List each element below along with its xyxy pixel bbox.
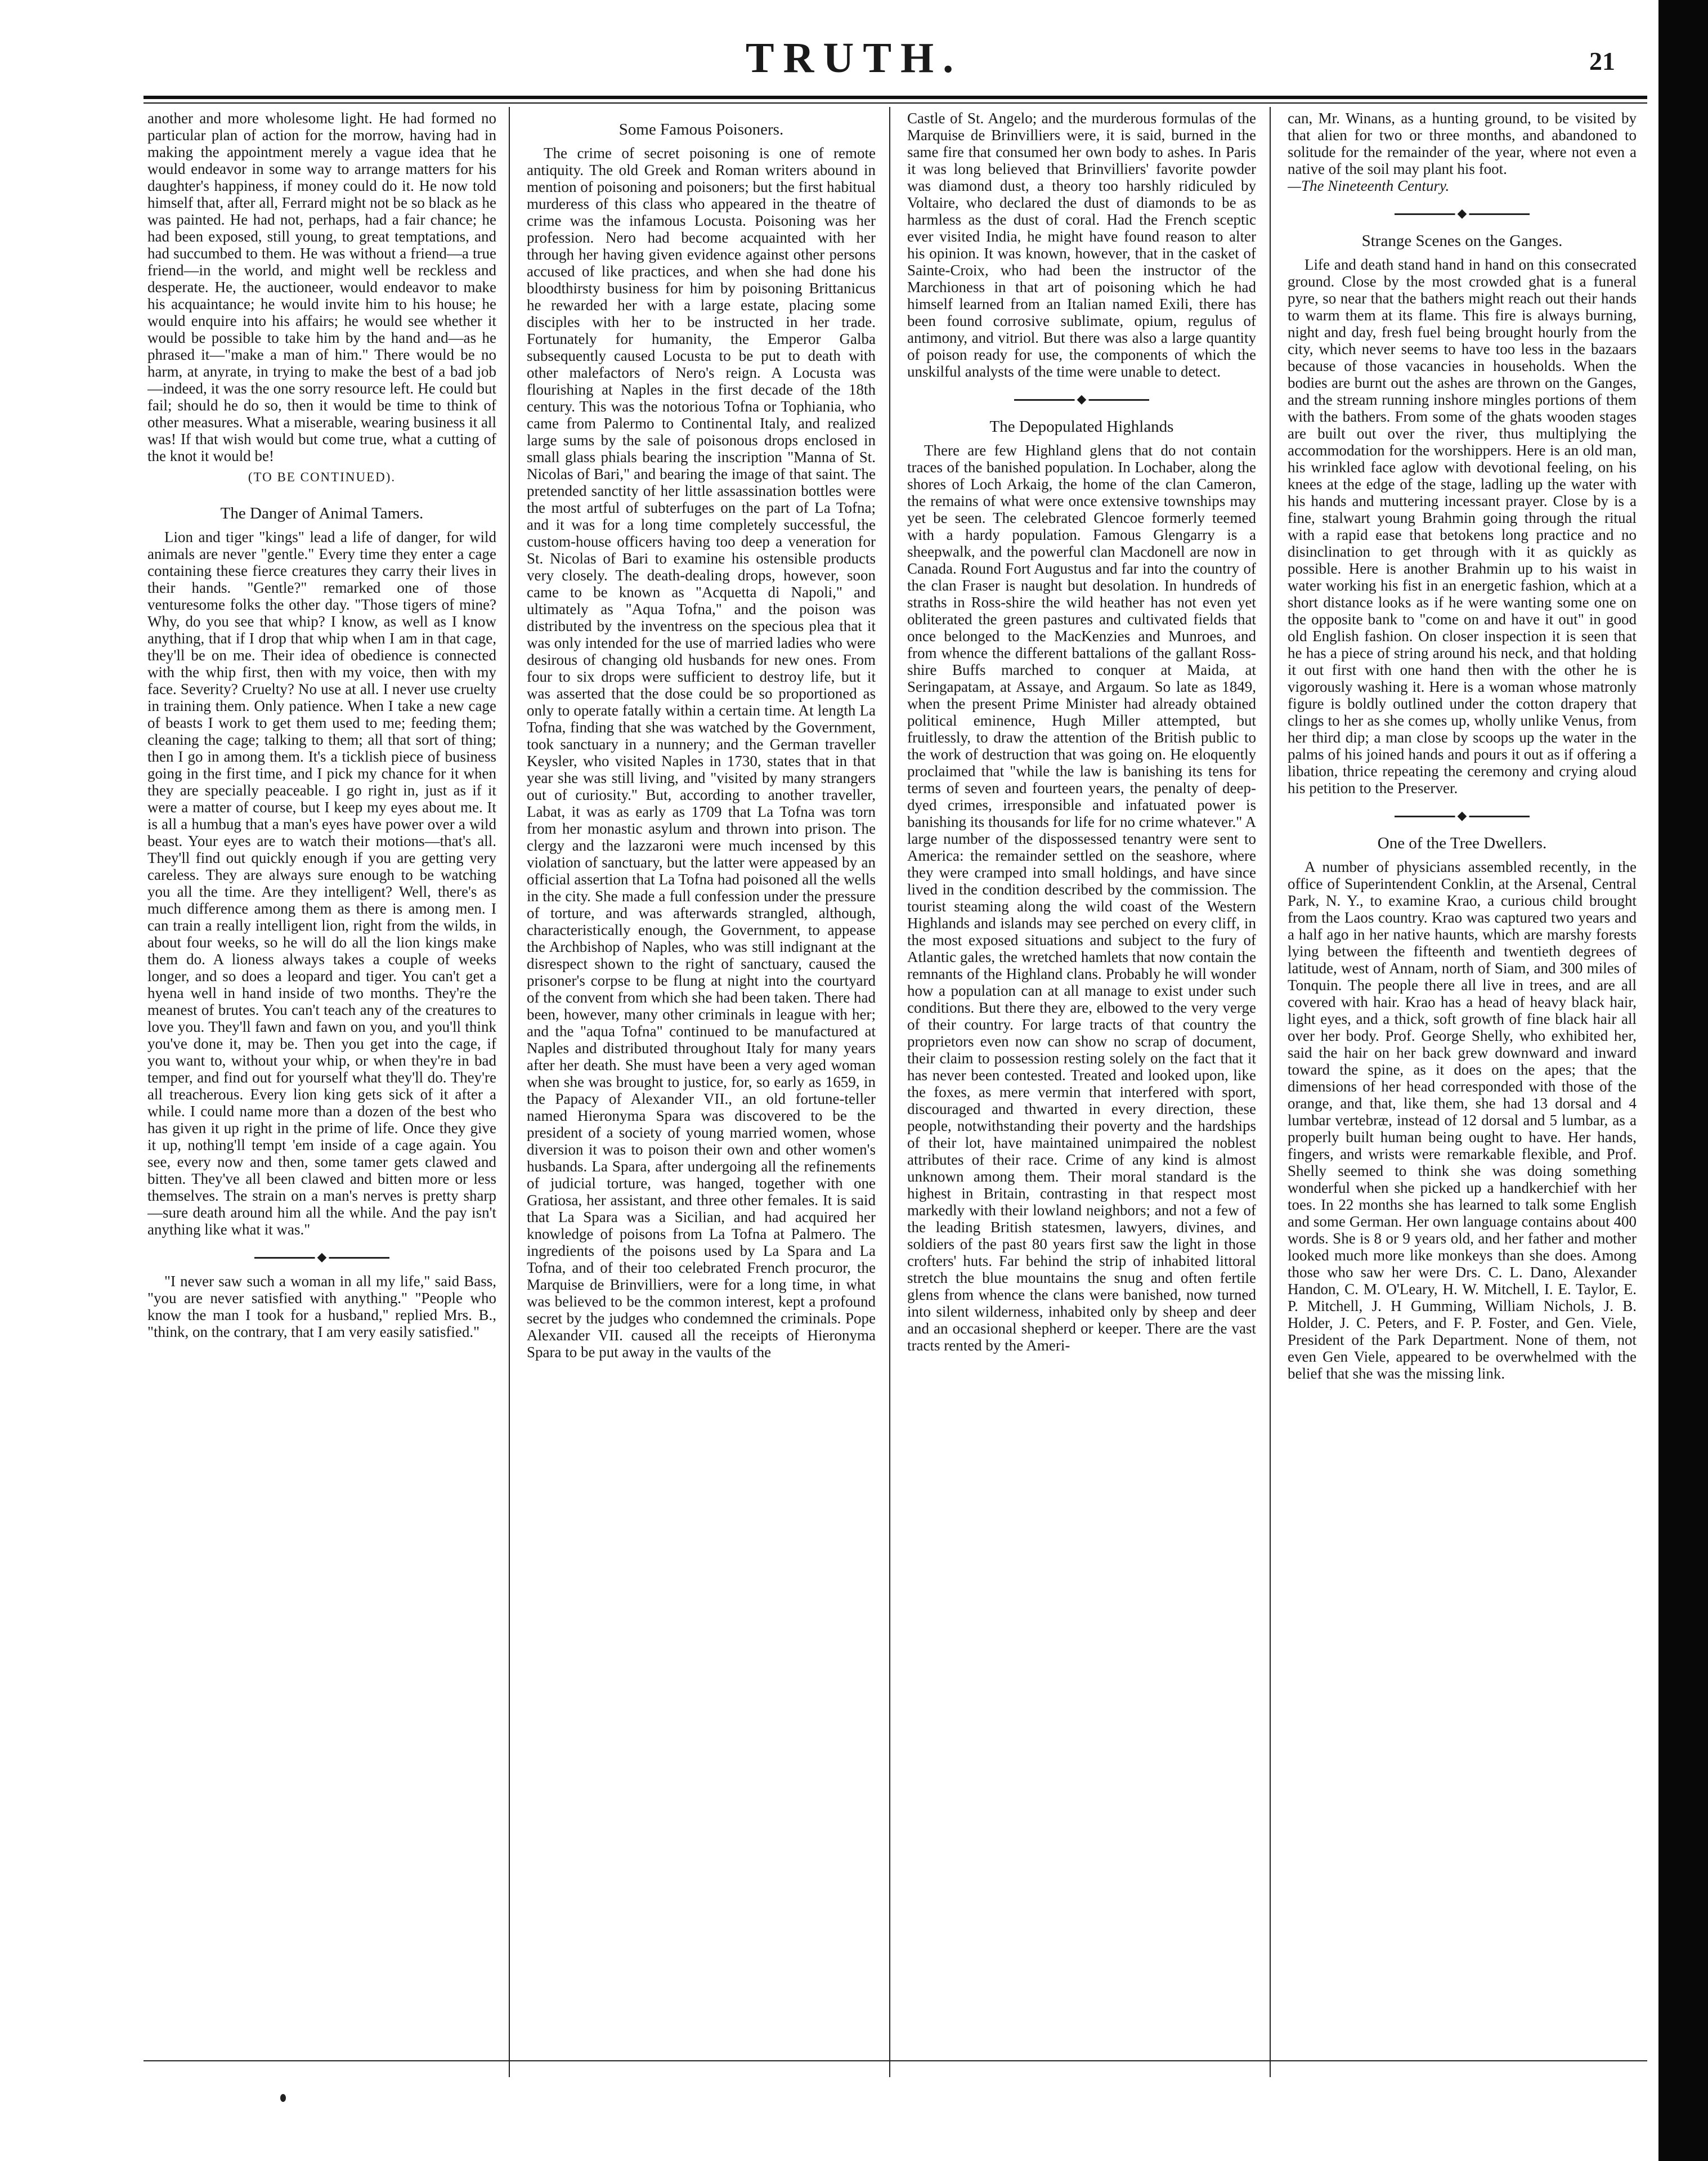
article-source: —The Nineteenth Century.: [1288, 177, 1450, 194]
article-paragraph: Castle of St. Angelo; and the murderous formulas of the Marquise de Brinvilliers were, it is said, burned in the same fire that consumed her own body to ashes. In Paris it was long believed that Brinvilliers' favorite powder was diamond dust, a theory too harshly ridiculed by Voltaire, who declared the dust of diamonds to be as harmless as the dust of coral. Had the French sceptic ever visited India, he might have found reason to alter his opinion. It was known, however, that in the casket of Sainte-Croix, who had been the instructor of the Marchioness in that art of poisoning which he had himself learned from an Italian named Exili, there has been found corrosive sublimate, opium, regulus of antimony, and vitriol. But there was also a large quantity of poison ready for use, the components of which the unskilful analysts of the time were unable to detect.: [907, 110, 1256, 380]
article-paragraph: "I never saw such a woman in all my life," said Bass, "you are never satisfied with anything." "People who know the man I took for a husband," replied Mrs. B., "think, on the contrary, that I am very easily satisfied.": [147, 1273, 496, 1340]
page-number: 21: [1589, 47, 1615, 75]
article-heading: The Depopulated Highlands: [989, 418, 1174, 436]
scan-edge-shadow: [1658, 0, 1708, 2161]
column-4: [1288, 110, 1637, 2057]
column-3: [907, 110, 1256, 2057]
article-paragraph: Life and death stand hand in hand on this consecrated ground. Close by the most crowded ghat is a funeral pyre, so near that the bathers might reach out their hands to warm them at its flame. This fire is always burning, night and day, fresh fuel being brought hourly from the city, which never seems to have too less in the bazaars because of those vacancies in households. When the bodies are burnt out the ashes are thrown on the Ganges, and the stream running inshore mingles portions of them with the bathers. From some of the ghats wooden stages are built out over the river, thus multiplying the accommodation for the worshippers. Here is an old man, his wrinkled face aglow with devotional feeling, on his knees at the edge of the stage, ladling up the water with his hands and muttering incessant prayer. Close by is a fine, stalwart young Brahmin going through the ritual with a rapid ease that betokens long practice and no disinclination to get through with it as quickly as possible. Here is another Brahmin up to his waist in water working his fist in an energetic fashion, which at a short distance looks as if he were wanting some one on the opposite bank to "come on and have it out" in good old English fashion. On closer inspection it is seen that he has a piece of string around his neck, and that holding it out first with one hand then with the other he is vigorously washing it. Here is a woman whose matronly figure is boldly outlined under the cotton drapery that clings to her as she comes up, wholly unlike Venus, from her third dip; a man close by scoops up the water in the palms of his joined hands and pours it out as if offering a libation, thrice repeating the ceremony and crying aloud his petition to the Preserver.: [1288, 256, 1637, 797]
column-rule: [1270, 107, 1271, 2077]
column-rule: [509, 107, 510, 2077]
section-separator: [1395, 809, 1530, 824]
article-paragraph: A number of physicians assembled recently, in the office of Superintendent Conklin, at the Arsenal, Central Park, N. Y., to examine Krao, a curious child brought from the Laos country. Krao was captured two years and a half ago in her native haunts, which are marshy forests lying between the fifteenth and twentieth degrees of latitude, west of Annam, north of Siam, and 300 miles of Tonquin. The people there all live in trees, and are all covered with hair. Krao has a head of heavy black hair, light eyes, and a thick, soft growth of fine black hair all over her body. Prof. George Shelly, who exhibited her, said the hair on her back grew downward and inward toward the spine, as it does on the apes; that the dimensions of her head corresponded with those of the orange, and that, like them, she had 13 dorsal and 4 lumbar vertebræ, instead of 12 dorsal and 5 lumbar, as a properly built human being ought to have. Her hands, fingers, and wrists were remarkable flexible, and Prof. Shelly seemed to think she was doing something wonderful when she picked up a handkerchief with her toes. In 22 months she has learned to talk some English and some German. Her own language contains about 400 words. She is 8 or 9 years old, and her father and mother looked much more like monkeys than she does. Among those who saw her were Drs. C. L. Dano, Alexander Handon, C. M. O'Leary, H. W. Mitchell, I. E. Taylor, E. P. Mitchell, J. H Gumming, William Nichols, J. B. Holder, J. C. Peters, and F. P. Foster, and Gen. Viele, President of the Park Department. None of them, not even Gen Viele, appeared to be overwhelmed with the belief that she was the missing link.: [1288, 858, 1637, 1382]
article-paragraph: another and more wholesome light. He had formed no particular plan of action for the morrow, having had in making the appointment merely a vague idea that he would endeavor in some way to arrange matters for his daughter's happiness, if money could do it. He now told himself that, after all, Ferrard might not be so black as he was painted. He had not, perhaps, had a fair chance; he had been exposed, still young, to great temptations, and had succumbed to them. He was without a friend—a true friend—in the world, and might well be reckless and desperate. He, the auctioneer, would endeavor to make his acquaintance; he would invite him to his house; he would enquire into his affairs; he would see whether it would be possible to take him by the hand and—as he phrased it—"make a man of him." There would be no harm, at anyrate, in trying to make the best of a bad job—indeed, it was the one sorry resource left. He could but fail; should he do so, then it would be time to think of other measures. What a miserable, wearing business it all was! If that wish would but come true, what a cutting of the knot it would be!: [147, 110, 496, 464]
article-paragraph: can, Mr. Winans, as a hunting ground, to be visited by that alien for two or three months, and abandoned to solitude for the remainder of the year, where not even a native of the soil may plant his foot.: [1288, 110, 1637, 177]
article-heading: The Danger of Animal Tamers.: [220, 504, 424, 522]
section-separator: [1395, 207, 1530, 221]
column-2: [527, 110, 876, 2057]
masthead-rule-thin: [144, 102, 1647, 104]
article-heading: One of the Tree Dwellers.: [1377, 834, 1547, 852]
column-rule: [889, 107, 890, 2077]
to-be-continued: (TO BE CONTINUED).: [248, 470, 396, 484]
masthead-title: TRUTH.: [745, 34, 963, 82]
section-separator: [254, 1250, 389, 1265]
article-heading: Strange Scenes on the Ganges.: [1361, 232, 1563, 250]
article-paragraph: There are few Highland glens that do not contain traces of the banished population. In Lochaber, along the shores of Loch Arkaig, the home of the clan Cameron, the remains of what were once extensive townships may yet be seen. The celebrated Glencoe formerly teemed with a hardy population. Famous Glengarry is a sheepwalk, and the powerful clan Macdonell are now in Canada. Round Fort Augustus and far into the country of the clan Fraser is naught but desolation. In hundreds of straths in Ross-shire the wild heather has not even yet obliterated the green pastures and cultivated fields that once belonged to the MacKenzies and Munroes, and from whence the different battalions of the gallant Ross-shire Buffs marched to conquer at Maida, at Seringapatam, at Assaye, and Argaum. So late as 1849, when the present Prime Minister had already obtained political eminence, Hugh Miller attempted, but fruitlessly, to draw the attention of the British public to the work of destruction that was going on. He eloquently proclaimed that "while the law is banishing its tens for terms of seven and fourteen years, the penalty of deep-dyed crimes, irresponsible and infatuated power is banishing its thousands for life for no crime whatever." A large number of the dispossessed tenantry were sent to America: the remainder settled on the seashore, where they were cramped into small holdings, and have since lived in the condition described by the commission. The tourist steaming along the wild coast of the Western Highlands and islands may see perched on every cliff, in the most exposed situations and subject to the fury of Atlantic gales, the wretched hamlets that now contain the remnants of the Highland clans. Probably he will wonder how a population can at all manage to exist under such conditions. But there they are, elbowed to the very verge of their country. For large tracts of that country the proprietors even now can show no scrap of document, their claim to possession resting solely on the fact that it has never been contested. Treated and looked upon, like the foxes, as mere vermin that interfered with sport, discouraged and thwarted in every direction, these people, notwithstanding their poverty and the hardships of their lot, have maintained unimpaired the noblest attributes of their race. Crime of any kind is almost unknown among them. Their moral standard is the highest in Britain, contrasting in that respect most markedly with their lowland neighbors; and not a few of the leading British statesmen, lawyers, divines, and soldiers of the past 80 years first saw the light in those crofters' huts. Far behind the strip of inhabited littoral stretch the blue mountains the snug and often fertile glens from whence the clans were banished, now turned into silent wilderness, inhabited only by sheep and deer and an occasional shepherd or keeper. There are the vast tracts rented by the Ameri-: [907, 442, 1256, 1354]
section-separator: [1014, 392, 1149, 407]
ink-speck: [280, 2094, 286, 2102]
article-paragraph: Lion and tiger "kings" lead a life of danger, for wild animals are never "gentle." Every time they enter a cage containing these fierce creatures they carry their lives in their hands. "Gentle?" remarked one of those venturesome folks the other day. "Those tigers of mine? Why, do you see that whip? I know, as well as I know anything, that if I drop that whip when I am in that cage, they'll be on me. Their idea of obedience is connected with the whip first, then with my voice, then with my face. Severity? Cruelty? No use at all. I never use cruelty in training them. Only patience. When I take a new cage of beasts I work to get them used to me; feeding them; cleaning the cage; talking to them; all that sort of thing; then I go in among them. It's a ticklish piece of business going in the first time, and I pick my chance for it when they are specially peaceable. I go right in, just as if it were a matter of course, but I keep my eyes about me. It is all a humbug that a man's eyes have power over a wild beast. Your eyes are to watch their motions—that's all. They'll find out quickly enough if you are getting very careless. They are always sure enough to be watching you all the time. Are they intelligent? Well, there's as much difference among them as there is among men. I can train a really intelligent lion, right from the wilds, in about four weeks, so he will do all the lion kings make them do. A lioness always takes a couple of weeks longer, and so does a leopard and tiger. You can't get a hyena well in hand inside of two months. They're the meanest of brutes. You can't teach any of the creatures to love you. They'll fawn and fawn on you, and you'll think you've done it, may be. Then you get into the cage, if you want to, without your whip, or when they're in bad temper, and find out for yourself what they'll do. They're all treacherous. Every lion king gets sick of it after a while. I could name more than a dozen of the best who has given it up right in the prime of life. Once they give it up, nothing'll tempt 'em inside of a cage again. You see, every now and then, some tamer gets clawed and bitten. They've all been clawed and bitten more or less themselves. The strain on a man's nerves is pretty sharp—sure death around him all the while. And the pay isn't anything like what it was.": [147, 529, 496, 1238]
masthead-rule: [144, 96, 1647, 99]
article-heading: Some Famous Poisoners.: [618, 120, 784, 138]
page-bottom-rule: [144, 2060, 1647, 2061]
article-paragraph: The crime of secret poisoning is one of remote antiquity. The old Greek and Roman writers abound in mention of poisoning and poisoners; but the first habitual murderess of this class who appeared in the theatre of crime was the infamous Locusta. Poisoning was her profession. Nero had become acquainted with her through her having given evidence against other persons accused of like practices, and when she had done his bloodthirsty business for him by poisoning Brittanicus he rewarded her with a large estate, placing some disciples with her to be instructed in her trade. Fortunately for humanity, the Emperor Galba subsequently caused Locusta to be put to death with other malefactors of Nero's reign. A Locusta was flourishing at Naples in the first decade of the 18th century. This was the notorious Tofna or Tophiania, who came from Palermo to Continental Italy, and realized large sums by the sale of poisonous drops enclosed in small glass phials bearing the inscription "Manna of St. Nicolas of Bari," and bearing the image of that saint. The pretended sanctity of her little assassination bottles were the most artful of subterfuges on the part of La Tofna; and it was for a long time completely successful, the custom-house officers having too deep a veneration for St. Nicolas of Bari to examine his ostensible products very closely. The death-dealing drops, however, soon came to be known as "Acquetta di Napoli," and ultimately as "Aqua Tofna," and the poison was distributed by the inventress on the specious plea that it was only intended for the use of married ladies who were desirous of changing old husbands for new ones. From four to six drops were sufficient to destroy life, but it was asserted that the dose could be so proportioned as only to operate fatally within a certain time. At length La Tofna, finding that she was watched by the Government, took sanctuary in a nunnery; and the German traveller Keysler, who visited Naples in 1730, states that in that year she was still living, and "visited by many strangers out of curiosity." But, according to another traveller, Labat, it was as early as 1709 that La Tofna was torn from her monastic asylum and thrown into prison. The clergy and the lazzaroni were much incensed by this violation of sanctuary, but the latter were appeased by an official assertion that La Tofna had poisoned all the wells in the city. She made a full confession under the pressure of torture, and was afterwards strangled, although, characteristically enough, the Government, to appease the Archbishop of Naples, who was still indignant at the disrespect shown to the right of sanctuary, caused the prisoner's corpse to be flung at night into the courtyard of the convent from which she had been taken. There had been, however, many other criminals in league with her; and the "aqua Tofna" continued to be manufactured at Naples and distributed throughout Italy for many years after her death. She must have been a very aged woman when she was brought to justice, for, so early as 1659, in the Papacy of Alexander VII., an old fortune-teller named Hieronyma Spara was discovered to be the president of a society of young married women, whose diversion it was to poison their own and other women's husbands. La Spara, after undergoing all the refinements of judicial torture, was hanged, together with one Gratiosa, her assistant, and three other females. It is said that La Spara was a Sicilian, and had acquired her knowledge of poisons from La Tofna at Palmero. The ingredients of the poisons used by La Spara and La Tofna, and of their too celebrated French procuror, the Marquise de Brinvilliers, were for a long time, in what was believed to be the common interest, kept a profound secret by the judges who condemned the criminals. Pope Alexander VII. caused all the receipts of Hieronyma Spara to be put away in the vaults of the: [527, 145, 876, 1361]
column-1: [147, 110, 496, 2057]
